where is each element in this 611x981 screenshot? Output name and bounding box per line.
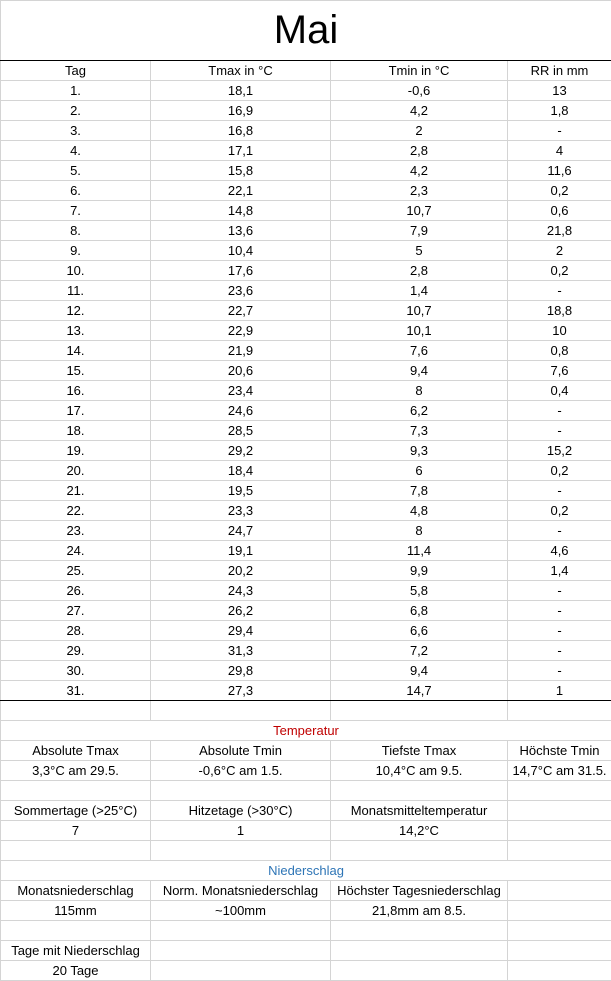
hoechste-tmin-label: Höchste Tmin (508, 741, 611, 761)
monatsmitteltemperatur-value: 14,2°C (331, 821, 508, 841)
tmin-cell: 14,7 (331, 681, 508, 701)
day-cell: 25. (1, 561, 151, 581)
hitzetage-value: 1 (151, 821, 331, 841)
rr-cell: 10 (508, 321, 611, 341)
niederschlag-values-row (1, 901, 611, 921)
month-title: Mai (1, 1, 611, 61)
day-cell: 18. (1, 421, 151, 441)
tmax-cell: 17,1 (151, 141, 331, 161)
tmin-cell: 6 (331, 461, 508, 481)
header-rr: RR in mm (508, 61, 611, 81)
day-cell: 27. (1, 601, 151, 621)
day-cell: 26. (1, 581, 151, 601)
tmax-cell: 23,6 (151, 281, 331, 301)
day-cell: 9. (1, 241, 151, 261)
table-row (1, 181, 611, 201)
sommertage-value: 7 (1, 821, 151, 841)
tmax-cell: 22,1 (151, 181, 331, 201)
tmin-cell: 10,1 (331, 321, 508, 341)
tmin-cell: 9,3 (331, 441, 508, 461)
norm-monatsniederschlag-label: Norm. Monatsniederschlag (151, 881, 331, 901)
niederschlag-labels-row (1, 881, 611, 901)
empty-row (1, 781, 611, 801)
day-cell: 28. (1, 621, 151, 641)
table-row (1, 161, 611, 181)
table-row (1, 421, 611, 441)
table-row (1, 661, 611, 681)
table-row (1, 81, 611, 101)
day-cell: 14. (1, 341, 151, 361)
temperatur-values-row-1 (1, 761, 611, 781)
niederschlag-section-row (1, 861, 611, 881)
empty-cell (508, 821, 611, 841)
tmax-cell: 24,6 (151, 401, 331, 421)
day-cell: 10. (1, 261, 151, 281)
day-cell: 12. (1, 301, 151, 321)
tmin-cell: 6,2 (331, 401, 508, 421)
header-tmin: Tmin in °C (331, 61, 508, 81)
hitzetage-label: Hitzetage (>30°C) (151, 801, 331, 821)
day-cell: 29. (1, 641, 151, 661)
rr-cell: - (508, 401, 611, 421)
day-cell: 13. (1, 321, 151, 341)
empty-cell (508, 881, 611, 901)
day-cell: 23. (1, 521, 151, 541)
tmax-cell: 29,8 (151, 661, 331, 681)
day-cell: 15. (1, 361, 151, 381)
day-cell: 11. (1, 281, 151, 301)
tmax-cell: 20,2 (151, 561, 331, 581)
table-row (1, 521, 611, 541)
tmin-cell: 5,8 (331, 581, 508, 601)
table-row (1, 281, 611, 301)
tmin-cell: 10,7 (331, 201, 508, 221)
day-cell: 8. (1, 221, 151, 241)
tmin-cell: 10,7 (331, 301, 508, 321)
rr-cell: - (508, 281, 611, 301)
table-row (1, 141, 611, 161)
tmin-cell: 2,8 (331, 261, 508, 281)
rr-cell: 13 (508, 81, 611, 101)
table-row (1, 581, 611, 601)
rr-cell: 4 (508, 141, 611, 161)
tmax-cell: 21,9 (151, 341, 331, 361)
tmax-cell: 29,2 (151, 441, 331, 461)
table-row (1, 681, 611, 701)
rr-cell: - (508, 121, 611, 141)
absolute-tmax-label: Absolute Tmax (1, 741, 151, 761)
rr-cell: 1,8 (508, 101, 611, 121)
day-cell: 4. (1, 141, 151, 161)
rr-cell: 0,2 (508, 181, 611, 201)
hoechster-tagesniederschlag-label: Höchster Tagesniederschlag (331, 881, 508, 901)
rr-cell: - (508, 661, 611, 681)
rr-cell: 0,6 (508, 201, 611, 221)
hoechster-tagesniederschlag-value: 21,8mm am 8.5. (331, 901, 508, 921)
tmax-cell: 17,6 (151, 261, 331, 281)
norm-monatsniederschlag-value: ~100mm (151, 901, 331, 921)
tmin-cell: 7,8 (331, 481, 508, 501)
rr-cell: 18,8 (508, 301, 611, 321)
tmax-cell: 23,4 (151, 381, 331, 401)
table-row (1, 541, 611, 561)
day-cell: 30. (1, 661, 151, 681)
rr-cell: - (508, 481, 611, 501)
tmin-cell: 5 (331, 241, 508, 261)
table-row (1, 261, 611, 281)
tmax-cell: 28,5 (151, 421, 331, 441)
absolute-tmin-label: Absolute Tmin (151, 741, 331, 761)
table-row (1, 321, 611, 341)
tmin-cell: 9,4 (331, 661, 508, 681)
tmax-cell: 15,8 (151, 161, 331, 181)
tmin-cell: 9,4 (331, 361, 508, 381)
rr-cell: - (508, 601, 611, 621)
temperatur-section-label: Temperatur (1, 721, 611, 741)
tmin-cell: 7,6 (331, 341, 508, 361)
tmax-cell: 23,3 (151, 501, 331, 521)
header-tag: Tag (1, 61, 151, 81)
table-row (1, 361, 611, 381)
tmax-cell: 31,3 (151, 641, 331, 661)
rr-cell: 2 (508, 241, 611, 261)
tmin-cell: 2 (331, 121, 508, 141)
tmax-cell: 24,7 (151, 521, 331, 541)
niederschlagstage-value-row (1, 961, 611, 981)
tmin-cell: 8 (331, 381, 508, 401)
table-row (1, 341, 611, 361)
niederschlagstage-label-row (1, 941, 611, 961)
rr-cell: - (508, 521, 611, 541)
monatsmitteltemperatur-label: Monatsmitteltemperatur (331, 801, 508, 821)
rr-cell: 11,6 (508, 161, 611, 181)
table-row (1, 501, 611, 521)
absolute-tmin-value: -0,6°C am 1.5. (151, 761, 331, 781)
table-row (1, 641, 611, 661)
temperatur-values-row-2 (1, 821, 611, 841)
rr-cell: 1,4 (508, 561, 611, 581)
day-cell: 3. (1, 121, 151, 141)
tage-mit-niederschlag-label: Tage mit Niederschlag (1, 941, 151, 961)
rr-cell: 4,6 (508, 541, 611, 561)
rr-cell: - (508, 621, 611, 641)
tmin-cell: 7,2 (331, 641, 508, 661)
day-cell: 1. (1, 81, 151, 101)
rr-cell: 21,8 (508, 221, 611, 241)
day-cell: 16. (1, 381, 151, 401)
empty-cell (508, 801, 611, 821)
monatsniederschlag-label: Monatsniederschlag (1, 881, 151, 901)
tmin-cell: 1,4 (331, 281, 508, 301)
tiefste-tmax-value: 10,4°C am 9.5. (331, 761, 508, 781)
tmin-cell: -0,6 (331, 81, 508, 101)
temperatur-section-row (1, 721, 611, 741)
tmin-cell: 2,8 (331, 141, 508, 161)
rr-cell: 0,2 (508, 261, 611, 281)
tmax-cell: 18,4 (151, 461, 331, 481)
tmin-cell: 6,6 (331, 621, 508, 641)
absolute-tmax-value: 3,3°C am 29.5. (1, 761, 151, 781)
tmin-cell: 6,8 (331, 601, 508, 621)
tmax-cell: 16,9 (151, 101, 331, 121)
tmax-cell: 16,8 (151, 121, 331, 141)
table-row (1, 621, 611, 641)
table-row (1, 401, 611, 421)
tmax-cell: 22,9 (151, 321, 331, 341)
tmax-cell: 26,2 (151, 601, 331, 621)
tmin-cell: 7,3 (331, 421, 508, 441)
tmin-cell: 7,9 (331, 221, 508, 241)
tmin-cell: 4,2 (331, 101, 508, 121)
tiefste-tmax-label: Tiefste Tmax (331, 741, 508, 761)
table-row (1, 561, 611, 581)
day-cell: 2. (1, 101, 151, 121)
tmax-cell: 13,6 (151, 221, 331, 241)
table-row (1, 481, 611, 501)
tage-mit-niederschlag-value: 20 Tage (1, 961, 151, 981)
tmax-cell: 20,6 (151, 361, 331, 381)
tmax-cell: 14,8 (151, 201, 331, 221)
day-cell: 24. (1, 541, 151, 561)
tmax-cell: 22,7 (151, 301, 331, 321)
rr-cell: 1 (508, 681, 611, 701)
tmax-cell: 10,4 (151, 241, 331, 261)
tmax-cell: 19,1 (151, 541, 331, 561)
day-cell: 22. (1, 501, 151, 521)
empty-row (1, 921, 611, 941)
table-row (1, 101, 611, 121)
day-cell: 31. (1, 681, 151, 701)
tmax-cell: 27,3 (151, 681, 331, 701)
day-cell: 20. (1, 461, 151, 481)
empty-row (1, 701, 611, 721)
temperatur-labels-row-1 (1, 741, 611, 761)
day-cell: 6. (1, 181, 151, 201)
tmin-cell: 2,3 (331, 181, 508, 201)
sommertage-label: Sommertage (>25°C) (1, 801, 151, 821)
tmin-cell: 9,9 (331, 561, 508, 581)
day-cell: 19. (1, 441, 151, 461)
hoechste-tmin-value: 14,7°C am 31.5. (508, 761, 611, 781)
table-row (1, 121, 611, 141)
table-row (1, 461, 611, 481)
tmin-cell: 4,2 (331, 161, 508, 181)
day-cell: 17. (1, 401, 151, 421)
niederschlag-section-label: Niederschlag (1, 861, 611, 881)
table-row (1, 241, 611, 261)
table-row (1, 301, 611, 321)
tmin-cell: 8 (331, 521, 508, 541)
tmin-cell: 4,8 (331, 501, 508, 521)
header-row (1, 61, 611, 81)
rr-cell: - (508, 581, 611, 601)
monatsniederschlag-value: 115mm (1, 901, 151, 921)
tmin-cell: 11,4 (331, 541, 508, 561)
tmax-cell: 24,3 (151, 581, 331, 601)
rr-cell: 0,8 (508, 341, 611, 361)
table-row (1, 441, 611, 461)
table-row (1, 201, 611, 221)
rr-cell: 7,6 (508, 361, 611, 381)
table-row (1, 381, 611, 401)
day-cell: 5. (1, 161, 151, 181)
rr-cell: 0,4 (508, 381, 611, 401)
day-cell: 21. (1, 481, 151, 501)
header-tmax: Tmax in °C (151, 61, 331, 81)
empty-row (1, 841, 611, 861)
tmax-cell: 29,4 (151, 621, 331, 641)
rr-cell: 0,2 (508, 501, 611, 521)
day-cell: 7. (1, 201, 151, 221)
temperatur-labels-row-2 (1, 801, 611, 821)
table-row (1, 221, 611, 241)
tmax-cell: 18,1 (151, 81, 331, 101)
empty-cell (508, 901, 611, 921)
rr-cell: 0,2 (508, 461, 611, 481)
rr-cell: - (508, 421, 611, 441)
rr-cell: 15,2 (508, 441, 611, 461)
table-row (1, 601, 611, 621)
rr-cell: - (508, 641, 611, 661)
tmax-cell: 19,5 (151, 481, 331, 501)
